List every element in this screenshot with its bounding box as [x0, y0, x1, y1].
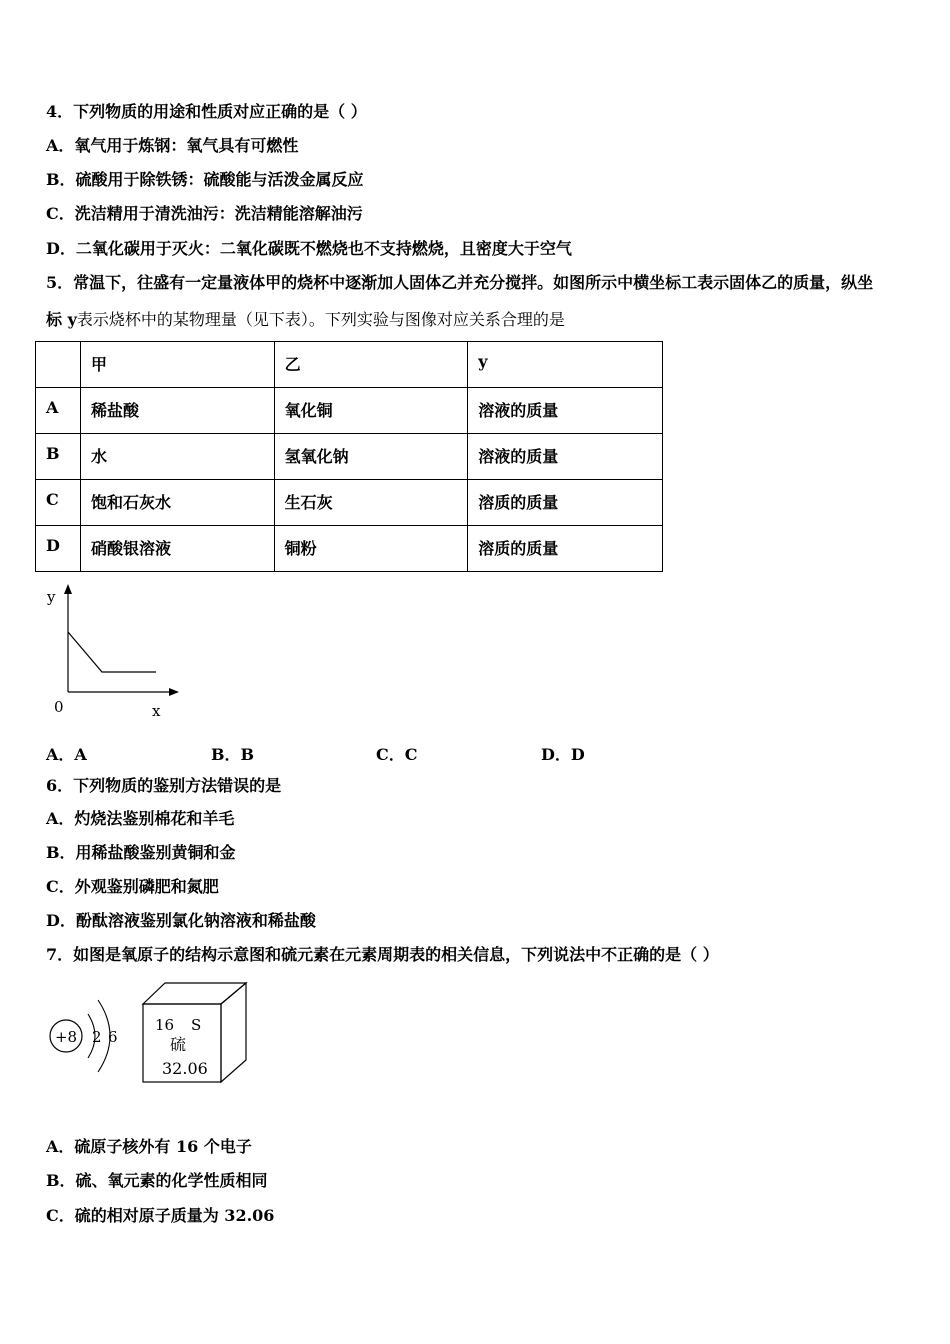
element-name: 硫: [170, 1035, 187, 1054]
table-row: [36, 480, 663, 526]
table-row: [36, 434, 663, 480]
table-header-yi: 乙: [274, 342, 468, 388]
nucleus-label: +8: [54, 1028, 78, 1046]
table-cell: 饱和石灰水: [80, 480, 274, 526]
element-box-side: [221, 983, 246, 1082]
shell1-electrons: 2: [92, 1028, 102, 1046]
y-axis-label: y: [47, 588, 56, 606]
table-cell: 铜粉: [274, 526, 468, 572]
q7-option-b: B．硫、氧元素的化学性质相同: [46, 1171, 268, 1190]
q4-option-b: B．硫酸用于除铁锈：硫酸能与活泼金属反应: [46, 170, 364, 189]
table-cell: B: [36, 434, 81, 480]
q5-answer-d: D．D: [541, 745, 585, 764]
table-cell: 稀盐酸: [80, 388, 274, 434]
table-header-row: [36, 342, 663, 388]
table-cell: 溶液的质量: [468, 434, 663, 480]
table-cell: 氧化铜: [274, 388, 468, 434]
q6-option-a: A．灼烧法鉴别棉花和羊毛: [46, 809, 235, 828]
q5-answer-b: B．B: [211, 745, 255, 764]
table-row: [36, 526, 663, 572]
atomic-number: 16: [155, 1016, 175, 1034]
table-cell: 氢氧化钠: [274, 434, 468, 480]
q5-table: [35, 341, 663, 572]
table-cell: A: [36, 388, 81, 434]
q4-option-c: C．洗洁精用于清洗油污：洗洁精能溶解油污: [46, 204, 363, 223]
sulfur-element-box: [140, 980, 252, 1086]
origin-label: 0: [54, 698, 64, 716]
table-header-jia: 甲: [80, 342, 274, 388]
q6-option-b: B．用稀盐酸鉴别黄铜和金: [46, 843, 236, 862]
element-symbol: S: [191, 1016, 202, 1034]
element-box-top: [143, 983, 246, 1004]
table-cell: 溶液的质量: [468, 388, 663, 434]
oxygen-atom-diagram: [44, 988, 134, 1084]
q5-graph: [40, 582, 200, 722]
q5-stem-line2-bold: 标 y: [46, 310, 77, 329]
table-cell: 溶质的质量: [468, 526, 663, 572]
q5-stem-line1: 5．常温下，往盛有一定量液体甲的烧杯中逐渐加人固体乙并充分搅拌。如图所示中横坐标工表示固体乙的质量，纵坐: [46, 273, 874, 292]
table-cell: 溶质的质量: [468, 480, 663, 526]
q7-option-a: A．硫原子核外有 16 个电子: [46, 1137, 252, 1156]
table-cell: 水: [80, 434, 274, 480]
q4-option-d: D．二氧化碳用于灭火：二氧化碳既不燃烧也不支持燃烧，且密度大于空气: [46, 239, 572, 258]
q4-stem: 4．下列物质的用途和性质对应正确的是（ ）: [46, 102, 367, 121]
x-axis-arrow: [169, 688, 179, 696]
q6-stem: 6．下列物质的鉴别方法错误的是: [46, 776, 282, 795]
x-axis-label: x: [152, 702, 161, 720]
q7-stem: 7．如图是氧原子的结构示意图和硫元素在元素周期表的相关信息，下列说法中不正确的是（ ）: [46, 945, 719, 964]
table-cell: C: [36, 480, 81, 526]
table-cell: [36, 342, 81, 388]
table-cell: D: [36, 526, 81, 572]
atomic-mass: 32.06: [162, 1059, 208, 1078]
q7-option-c: C．硫的相对原子质量为 32.06: [46, 1206, 275, 1225]
shell2-electrons: 6: [108, 1028, 118, 1046]
table-cell: 硝酸银溶液: [80, 526, 274, 572]
q5-answer-c: C．C: [376, 745, 418, 764]
q4-option-a: A．氧气用于炼钢：氧气具有可燃性: [46, 136, 299, 155]
y-axis-arrow: [64, 584, 72, 594]
q5-answer-a: A．A: [46, 745, 87, 764]
q6-option-c: C．外观鉴别磷肥和氮肥: [46, 877, 219, 896]
q6-option-d: D．酚酞溶液鉴别氯化钠溶液和稀盐酸: [46, 911, 316, 930]
q5-stem-line2: [46, 310, 565, 330]
table-header-y: y: [468, 342, 663, 388]
table-row: [36, 388, 663, 434]
q5-stem-line2-rest: 表示烧杯中的某物理量（见下表）。下列实验与图像对应关系合理的是: [76, 310, 565, 329]
table-cell: 生石灰: [274, 480, 468, 526]
graph-curve: [68, 632, 156, 672]
